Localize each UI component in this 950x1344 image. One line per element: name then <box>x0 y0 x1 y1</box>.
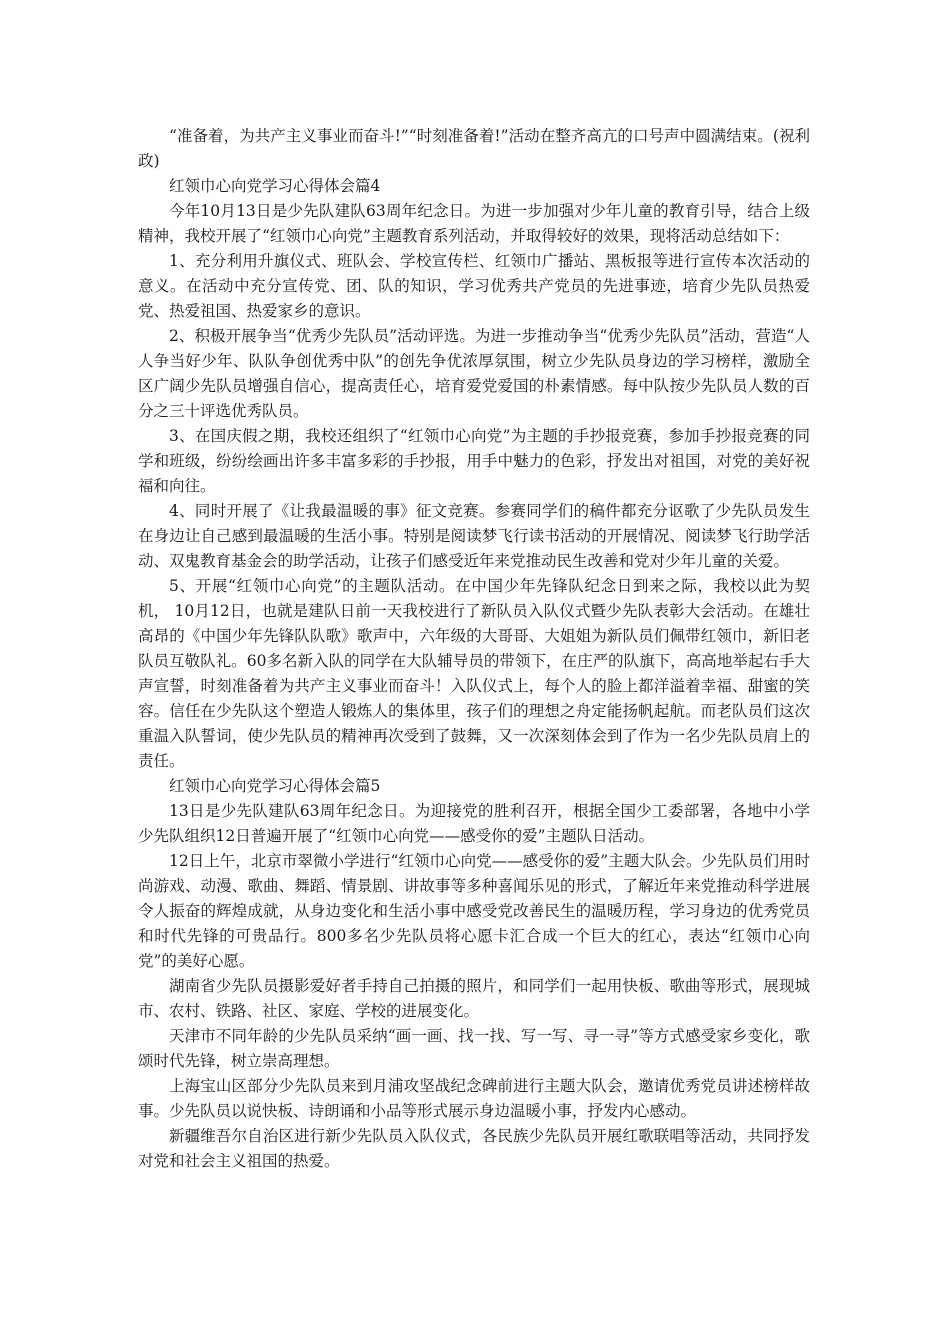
section-heading-part-4: 红领巾心向党学习心得体会篇4 <box>169 177 381 195</box>
section-heading-part-5: 红领巾心向党学习心得体会篇5 <box>169 777 381 795</box>
paragraph-tianjin: 天津市不同年龄的少先队员采纳“画一画、找一找、写一写、寻一寻”等方式感受家乡变化，歌颂时代先锋，树立崇高理想。 <box>138 1027 810 1070</box>
paragraph-anniversary: 13日是少先队建队63周年纪念日。为迎接党的胜利召开，根据全国少工委部署，各地中小学少先队组织12日普遍开展了“红领巾心向党——感受你的爱”主题队日活动。 <box>138 802 810 845</box>
paragraph-item-2: 2、积极开展争当“优秀少先队员”活动评选。为进一步推动争当“优秀少先队员”活动，营造“人人争当好少年、队队争创优秀中队”的创先争优浓厚氛围，树立少先队员身边的学习榜样，激励全区广阔少先队员增强自信心，提高责任心，培育爱党爱国的朴素情感。每中队按少先队员人数的百分之三十评选优秀队员。 <box>138 327 810 420</box>
paragraph-beijing: 12日上午，北京市翠微小学进行“红领巾心向党——感受你的爱”主题大队会。少先队员们用时尚游戏、动漫、歌曲、舞蹈、情景剧、讲故事等多种喜闻乐见的形式，了解近年来党推动科学进展令人振奋的辉煌成就，从身边变化和生活小事中感受党改善民生的温暖历程，学习身边的优秀党员和时代先锋的可贵品行。800多名少先队员将心愿卡汇合成一个巨大的红心，表达“红领巾心向党”的美好心愿。 <box>138 852 810 970</box>
paragraph-xinjiang: 新疆维吾尔自治区进行新少先队员入队仪式，各民族少先队员开展红歌联唱等活动，共同抒发对党和社会主义祖国的热爱。 <box>138 1127 810 1170</box>
paragraph-closing-slogan: “准备着，为共产主义事业而奋斗!”“时刻准备着!”活动在整齐高亢的口号声中圆满结束。(祝利政) <box>138 127 810 170</box>
paragraph-hunan: 湖南省少先队员摄影爱好者手持自己拍摄的照片，和同学们一起用快板、歌曲等形式，展现城市、农村、铁路、社区、家庭、学校的进展变化。 <box>138 977 810 1020</box>
paragraph-item-5: 5、开展“红领巾心向党”的主题队活动。在中国少年先锋队纪念日到来之际，我校以此为契机， 10月12日，也就是建队日前一天我校进行了新队员入队仪式暨少先队表彰大会活动。在雄壮高昂的《中国少年先锋队队歌》歌声中，六年级的大哥哥、大姐姐为新队员们佩带红领巾，新旧老队员互敬队礼。60多名新入队的同学在大队辅导员的带领下，在庄严的队旗下，高高地举起右手大声宣誓，时刻准备着为共产主义事业而奋斗！入队仪式上，每个人的脸上都洋溢着幸福、甜蜜的笑容。信任在少先队这个塑造人锻炼人的集体里，孩子们的理想之舟定能扬帆起航。而老队员们这次重温入队誓词，使少先队员的精神再次受到了鼓舞，又一次深刻体会到了作为一名少先队员肩上的责任。 <box>138 577 810 770</box>
document-body <box>138 124 810 1174</box>
paragraph-shanghai: 上海宝山区部分少先队员来到月浦攻坚战纪念碑前进行主题大队会，邀请优秀党员讲述榜样故事。少先队员以说快板、诗朗诵和小品等形式展示身边温暖小事，抒发内心感动。 <box>138 1077 810 1120</box>
paragraph-item-3: 3、在国庆假之期，我校还组织了“红领巾心向党”为主题的手抄报竞赛，参加手抄报竞赛的同学和班级，纷纷绘画出许多丰富多彩的手抄报，用手中魅力的色彩，抒发出对祖国，对党的美好祝福和向往。 <box>138 427 810 495</box>
paragraph-intro: 今年10月13日是少先队建队63周年纪念日。为进一步加强对少年儿童的教育引导，结合上级精神，我校开展了“红领巾心向党”主题教育系列活动，并取得较好的效果，现将活动总结如下： <box>138 202 810 245</box>
paragraph-item-4: 4、同时开展了《让我最温暖的事》征文竞赛。参赛同学们的稿件都充分讴歌了少先队员发生在身边让自己感到最温暖的生活小事。特别是阅读梦飞行读书活动的开展情况、阅读梦飞行助学活动、双鬼教育基金会的助学活动，让孩子们感受近年来党推动民生改善和党对少年儿童的关爱。 <box>138 502 810 570</box>
paragraph-item-1: 1、充分利用升旗仪式、班队会、学校宣传栏、红领巾广播站、黑板报等进行宣传本次活动的意义。在活动中充分宣传党、团、队的知识，学习优秀共产党员的先进事迹，培育少先队员热爱党、热爱祖国、热爱家乡的意识。 <box>138 252 810 320</box>
